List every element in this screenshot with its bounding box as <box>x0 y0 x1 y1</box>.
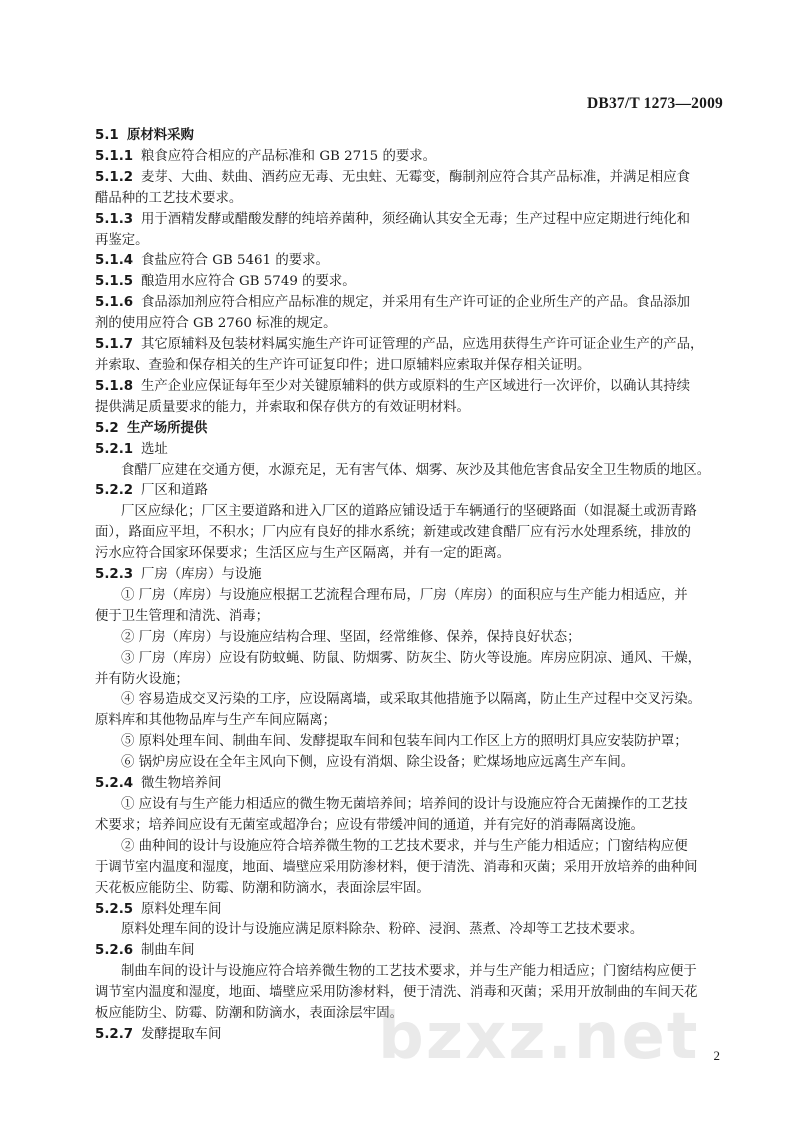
section-title: 原材料采购 <box>127 128 194 143</box>
clause-number: 5.1.8 <box>95 378 134 394</box>
line-para <box>95 502 725 523</box>
line-item <box>95 440 725 461</box>
page-number: 2 <box>713 1048 720 1063</box>
clause-number: 5.1.2 <box>95 169 134 185</box>
line-text: 板应能防尘、防霉、防潮和防滴水，表面涂层牢固。 <box>95 1006 403 1022</box>
line-text: 于调节室内温度和湿度，地面、墙壁应采用防渗材料，便于清洗、消毒和灭菌；采用开放培养的曲种间 <box>95 859 698 875</box>
line-item <box>95 293 725 314</box>
line-item <box>95 774 725 795</box>
line-text: 选址 <box>141 441 168 457</box>
line-text: 粮食应符合相应的产品标准和 GB 2715 的要求。 <box>141 148 437 164</box>
clause-number: 5.2.2 <box>95 483 134 499</box>
line-item <box>95 210 725 231</box>
line-cont <box>95 670 725 691</box>
line-text: 其它原辅料及包装材料属实施生产许可证管理的产品，应选用获得生产许可证企业生产的产品， <box>141 337 704 353</box>
line-cont <box>95 356 725 377</box>
line-text: 原料处理车间的设计与设施应满足原料除杂、粉碎、浸润、蒸煮、冷却等工艺技术要求。 <box>121 922 644 938</box>
line-text: 微生物培养间 <box>141 776 222 792</box>
line-text: 便于卫生管理和清洗、消毒； <box>95 608 270 624</box>
line-text: 制曲车间的设计与设施应符合培养微生物的工艺技术要求，并与生产能力相适应；门窗结构应便于 <box>121 964 697 980</box>
clause-number: 5.1.5 <box>95 274 134 290</box>
clause-number: 5.2.4 <box>95 776 134 792</box>
line-text: 提供满足质量要求的能力，并索取和保存供方的有效证明材料。 <box>95 399 470 415</box>
line-item <box>95 168 725 189</box>
line-h1 <box>95 126 725 147</box>
line-para <box>95 732 725 753</box>
line-text: 术要求；培养间应设有无菌室或超净台；应设有带缓冲间的通道，并有完好的消毒隔离设施。 <box>95 817 645 833</box>
line-text: 天花板应能防尘、防霉、防潮和防滴水，表面涂层牢固。 <box>95 880 430 896</box>
line-text: 厂区应绿化；厂区主要道路和进入厂区的道路应铺设适于车辆通行的坚硬路面（如混凝土或沥青路 <box>121 504 697 520</box>
line-text: 食品添加剂应符合相应产品标准的规定，并采用有生产许可证的企业所生产的产品。食品添加 <box>141 295 691 311</box>
clause-number: 5.2.1 <box>95 441 134 457</box>
line-cont <box>95 607 725 628</box>
line-para <box>95 753 725 774</box>
line-text: 再鉴定。 <box>95 232 149 248</box>
clause-number: 5.1.7 <box>95 337 134 353</box>
line-cont <box>95 879 725 900</box>
line-item <box>95 941 725 962</box>
line-item <box>95 900 725 921</box>
line-cont <box>95 711 725 732</box>
line-para <box>95 962 725 983</box>
line-text: 污水应符合国家环保要求；生活区应与生产区隔离，并有一定的距离。 <box>95 546 511 562</box>
line-text: 剂的使用应符合 GB 2760 标准的规定。 <box>95 316 337 332</box>
line-text: 食盐应符合 GB 5461 的要求。 <box>141 253 329 269</box>
line-text: 调节室内温度和湿度，地面、墙壁应采用防渗材料，便于清洗、消毒和灭菌；采用开放制曲的车间天花 <box>95 985 698 1001</box>
line-text: 厂区和道路 <box>141 483 208 499</box>
clause-number: 5.1.3 <box>95 211 134 227</box>
line-para <box>95 920 725 941</box>
line-text: ⑤ 原料处理车间、制曲车间、发酵提取车间和包装车间内工作区上方的照明灯具应安装防护罩； <box>121 734 688 750</box>
line-text: ① 厂房（库房）与设施应根据工艺流程合理布局，厂房（库房）的面积应与生产能力相适应，并 <box>121 587 688 603</box>
line-text: ⑥ 锅炉房应设在全年主风向下侧，应设有消烟、除尘设备；贮煤场地应远离生产车间。 <box>121 755 635 771</box>
line-para <box>95 461 725 482</box>
line-text: 醋品种的工艺技术要求。 <box>95 190 243 206</box>
line-cont <box>95 189 725 210</box>
line-cont <box>95 858 725 879</box>
clause-number: 5.2.7 <box>95 1026 134 1042</box>
line-item <box>95 377 725 398</box>
line-item <box>95 272 725 293</box>
clause-number: 5.2.5 <box>95 901 134 917</box>
line-text: 生产企业应保证每年至少对关键原辅料的供方或原料的生产区域进行一次评价，以确认其持续 <box>141 378 691 394</box>
line-cont <box>95 231 725 252</box>
line-text: 并有防火设施； <box>95 671 189 687</box>
line-para <box>95 649 725 670</box>
line-para <box>95 837 725 858</box>
watermark: bzxz.net <box>378 1000 700 1074</box>
standard-code: DB37/T 1273—2009 <box>587 95 723 112</box>
line-text: ③ 厂房（库房）应设有防蚊蝇、防鼠、防烟雾、防灰尘、防火等设施。库房应阴凉、通风、干燥， <box>121 650 702 666</box>
line-text: 厂房（库房）与设施 <box>141 567 262 583</box>
line-item <box>95 481 725 502</box>
line-text: 原料库和其他物品库与生产车间应隔离； <box>95 713 337 729</box>
line-cont <box>95 544 725 565</box>
line-para <box>95 586 725 607</box>
line-text: ② 曲种间的设计与设施应符合培养微生物的工艺技术要求，并与生产能力相适应；门窗结构应便 <box>121 838 688 854</box>
document-body <box>95 126 725 1046</box>
line-text: ② 厂房（库房）与设施应结构合理、坚固，经常维修、保养，保持良好状态； <box>121 629 581 645</box>
line-h1 <box>95 419 725 440</box>
line-text: ① 应设有与生产能力相适应的微生物无菌培养间；培养间的设计与设施应符合无菌操作的工艺技 <box>121 797 688 812</box>
line-text: 酿造用水应符合 GB 5749 的要求。 <box>141 274 356 290</box>
line-text: 制曲车间 <box>141 943 195 959</box>
line-para <box>95 690 725 711</box>
clause-number: 5.2.3 <box>95 567 134 583</box>
clause-number: 5.1.4 <box>95 253 134 269</box>
line-item <box>95 251 725 272</box>
line-cont <box>95 398 725 419</box>
line-item <box>95 335 725 356</box>
line-item <box>95 565 725 586</box>
clause-number: 5.1.6 <box>95 295 134 311</box>
line-text: 面），路面应平坦，不积水；厂内应有良好的排水系统；新建或改建食醋厂应有污水处理系统，排放的 <box>95 525 691 541</box>
line-text: 麦芽、大曲、麸曲、酒药应无毒、无虫蛀、无霉变，酶制剂应符合其产品标准，并满足相应食 <box>141 169 691 185</box>
line-cont <box>95 816 725 837</box>
clause-number: 5.2.6 <box>95 943 134 959</box>
clause-number: 5.1.1 <box>95 148 134 164</box>
clause-number: 5.1 <box>95 128 119 143</box>
line-cont <box>95 523 725 544</box>
clause-number: 5.2 <box>95 420 119 436</box>
line-para <box>95 628 725 649</box>
line-cont <box>95 314 725 335</box>
line-text: 用于酒精发酵或醋酸发酵的纯培养菌种，须经确认其安全无毒；生产过程中应定期进行纯化和 <box>141 211 691 227</box>
line-text: 发酵提取车间 <box>141 1026 222 1042</box>
section-title: 生产场所提供 <box>127 420 208 436</box>
line-para <box>95 795 725 816</box>
line-text: 原料处理车间 <box>141 901 222 917</box>
line-text: ④ 容易造成交叉污染的工序，应设隔离墙，或采取其他措施予以隔离，防止生产过程中交叉污染。 <box>121 692 702 708</box>
line-text: 并索取、查验和保存相关的生产许可证复印件；进口原辅料应索取并保存相关证明。 <box>95 357 591 373</box>
line-text: 食醋厂应建在交通方便，水源充足，无有害气体、烟雾、灰沙及其他危害食品安全卫生物质的地区。 <box>121 462 711 478</box>
line-item <box>95 147 725 168</box>
